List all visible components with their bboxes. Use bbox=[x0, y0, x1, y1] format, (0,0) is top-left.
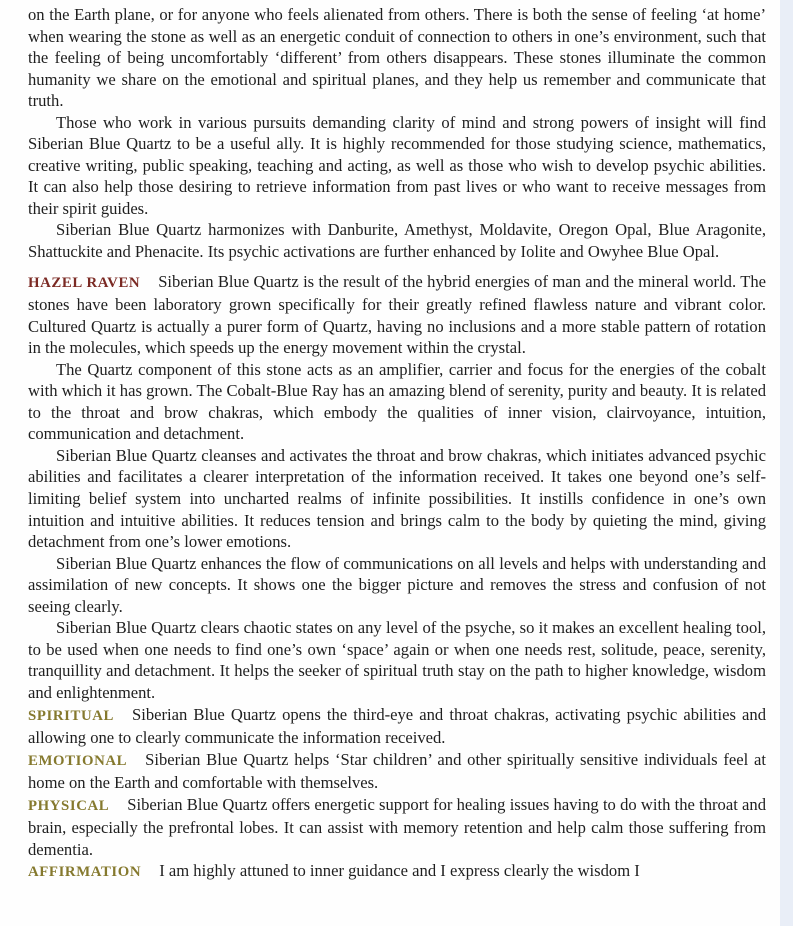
paragraph: Siberian Blue Quartz clears chaotic states on any level of the psyche, so it makes an excellent healing tool, to be used when one needs to find one’s own ‘space’ again or when one needs rest, solitude, peace, serenity, tranquillity and detachment. It helps the seeker of spiritual truth stay on the path to higher knowledge, wisdom and enlightenment. bbox=[28, 618, 766, 702]
page-edge-strip bbox=[780, 0, 793, 926]
author-label: HAZEL RAVEN bbox=[28, 274, 141, 291]
section-label: EMOTIONAL bbox=[28, 752, 128, 769]
section-text: Siberian Blue Quartz is the result of the hybrid energies of man and the mineral world. The stones have been laboratory grown specifically for their greatly refined flawless nature and vibrant color. Cultured Quartz is actually a purer form of Quartz, having no inclusions and a more stable pattern of rotation in the molecules, which speeds up the energy movement within the crystal. bbox=[28, 271, 766, 358]
paragraph: Those who work in various pursuits demanding clarity of mind and strong powers of insight will find Siberian Blue Quartz to be a useful ally. It is highly recommended for those studying science, mathematics, creative writing, public speaking, teaching and acting, as well as those who wish to develop psychic abilities. It can also help those desiring to retrieve information from past lives or who want to receive messages from their spirit guides. bbox=[28, 112, 766, 218]
section-text: Siberian Blue Quartz offers energetic support for healing issues having to do with the throat and brain, especially the prefrontal lobes. It can assist with memory retention and help calm those suffering from dementia. bbox=[28, 794, 766, 859]
paragraph-continuation: on the Earth plane, or for anyone who feels alienated from others. There is both the sense of feeling ‘at home’ when wearing the stone as well as an energetic conduit of connection to others in one’s environment, such that the feeling of being uncomfortably ‘different’ from others disappears. These stones illuminate the common humanity we share on the emotional and spiritual planes, and they help us remember and communicate that truth. bbox=[28, 5, 766, 111]
section-text: I am highly attuned to inner guidance and I express clearly the wisdom I bbox=[159, 861, 640, 881]
paragraph: Siberian Blue Quartz enhances the flow of communications on all levels and helps with understanding and assimilation of new concepts. It shows one the bigger picture and removes the stress and confusion of not seeing clearly. bbox=[28, 553, 766, 616]
section-label: AFFIRMATION bbox=[28, 864, 142, 881]
paragraph: The Quartz component of this stone acts as an amplifier, carrier and focus for the energies of the cobalt with which it has grown. The Cobalt-Blue Ray has an amazing blend of serenity, purity and beauty. It is related to the throat and brow chakras, which embody the qualities of inner vision, clairvoyance, intuition, communication and detachment. bbox=[28, 359, 766, 444]
section-physical bbox=[28, 794, 766, 861]
section-text: Siberian Blue Quartz helps ‘Star children’ and other spiritually sensitive individuals feel at home on the Earth and comfortable with themselves. bbox=[28, 749, 766, 793]
section-spiritual bbox=[28, 704, 766, 749]
section-label: PHYSICAL bbox=[28, 797, 110, 814]
paragraph: Siberian Blue Quartz harmonizes with Danburite, Amethyst, Moldavite, Oregon Opal, Blue Aragonite, Shattuckite and Phenacite. Its psychic activations are further enhanced by Iolite and Owyhee Blue Opal. bbox=[28, 220, 766, 262]
section-emotional bbox=[28, 749, 766, 794]
section-text: Siberian Blue Quartz opens the third-eye and throat chakras, activating psychic abilities and allowing one to clearly communicate the information received. bbox=[28, 704, 766, 748]
section-hazel-raven bbox=[28, 271, 766, 359]
paragraph: Siberian Blue Quartz cleanses and activates the throat and brow chakras, which initiates advanced psychic abilities and facilitates a clearer interpretation of the information received. It takes one beyond one’s self-limiting belief system into uncharted realms of infinite possibilities. It instills confidence in one’s own intuition and intuitive abilities. It reduces tension and brings calm to the body by quieting the mind, giving detachment from one’s lower emotions. bbox=[28, 445, 766, 552]
book-page-text-column bbox=[28, 4, 766, 884]
section-affirmation bbox=[28, 860, 766, 884]
section-label: SPIRITUAL bbox=[28, 707, 114, 724]
